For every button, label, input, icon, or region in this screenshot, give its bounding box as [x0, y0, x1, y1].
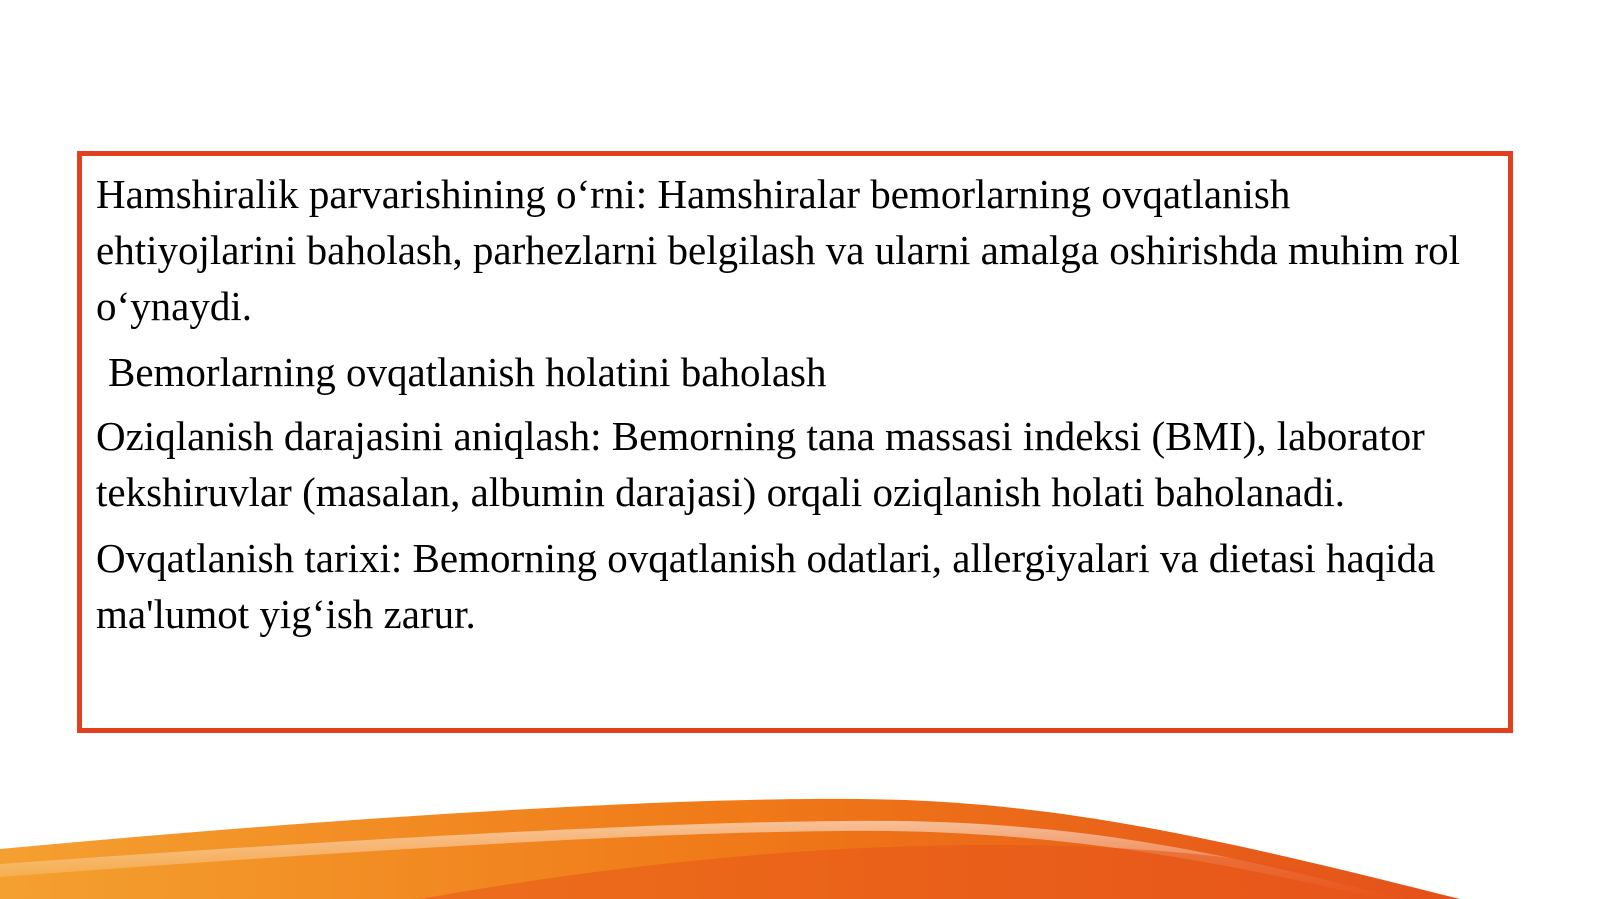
decorative-orange-wave: [0, 769, 1600, 899]
content-text-box[interactable]: [77, 151, 1513, 733]
paragraph-nutrition-level: Oziqlanish darajasini aniqlash: Bemorning tana massasi indeksi (BMI), laborator tekshiruvlar (masalan, albumin darajasi) orqali oziqlanish holati baholanadi.: [96, 413, 1425, 515]
paragraph-nutrition-history: Ovqatlanish tarixi: Bemorning ovqatlanish odatlari, allergiyalari va dietasi haqida ma'lumot yig‘ish zarur.: [96, 535, 1436, 637]
paragraph-nursing-role: Hamshiralik parvarishining o‘rni: Hamshiralar bemorlarning ovqatlanish ehtiyojlarini baholash, parhezlarni belgilash va ularni amalga oshirishda muhim rol o‘ynaydi.: [96, 171, 1461, 329]
paragraph-assessment-heading: Bemorlarning ovqatlanish holatini baholash: [108, 349, 827, 395]
